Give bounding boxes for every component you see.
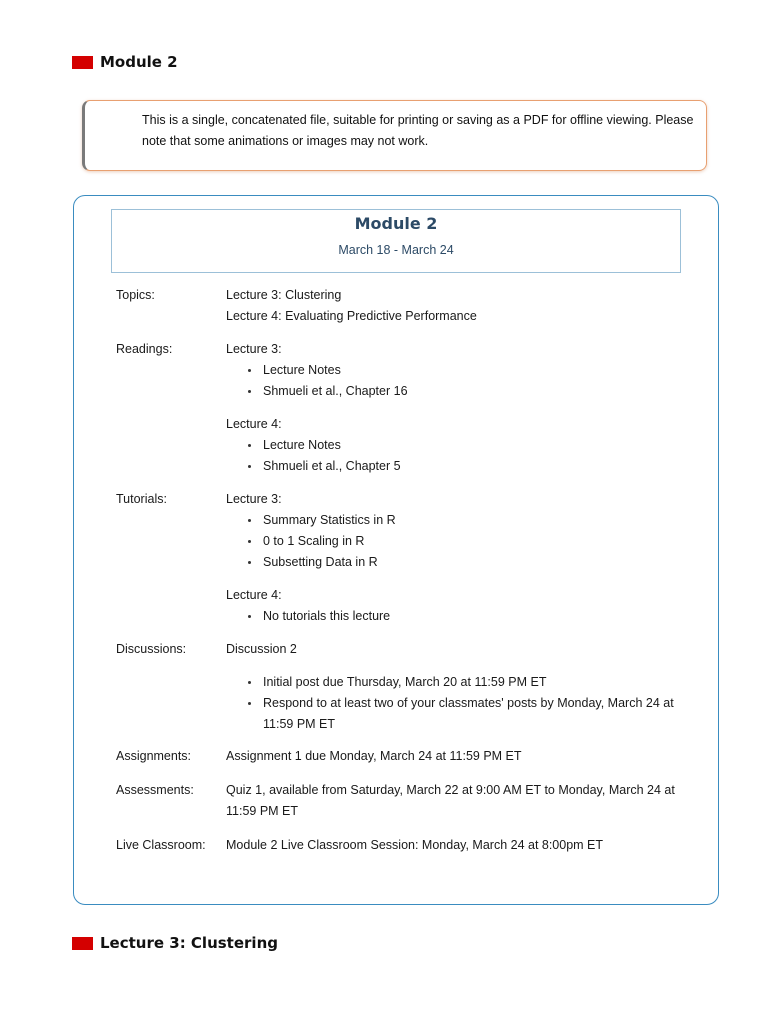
list-item (248, 435, 668, 456)
module-heading-text: Module 2 (100, 53, 178, 71)
discussion-item: Respond to at least two of your classmates' posts by Monday, March 24 at 11:59 PM ET (263, 696, 674, 731)
discussion-title[interactable]: Discussion 2 (226, 642, 297, 656)
reading-item[interactable]: Lecture Notes (263, 438, 341, 452)
list-item (248, 531, 668, 552)
module-title-box (111, 209, 681, 273)
print-note-box (82, 100, 707, 171)
module-heading (72, 53, 178, 71)
heading-marker-icon (72, 56, 93, 69)
list-item (248, 381, 668, 402)
tutorial-item[interactable]: 0 to 1 Scaling in R (263, 534, 365, 548)
list-item (248, 606, 668, 627)
discussion-item: Initial post due Thursday, March 20 at 11:59 PM ET (263, 675, 547, 689)
reading-item[interactable]: Lecture Notes (263, 363, 341, 377)
readings-label: Readings: (116, 342, 173, 356)
list-item (248, 510, 668, 531)
heading-marker-icon (72, 937, 93, 950)
live-classroom-text: Module 2 Live Classroom Session: Monday, March 24 at 8:00pm ET (226, 838, 604, 852)
lecture3-heading-text: Lecture 3: Clustering (100, 934, 278, 952)
assessment-text: Quiz 1, available from Saturday, March 22 at 9:00 AM ET to Monday, March 24 at 11:59 PM ET (226, 783, 675, 818)
topic-item: Lecture 3: Clustering (226, 288, 342, 302)
live-classroom-label: Live Classroom: (116, 838, 206, 852)
assignment-text: Assignment 1 due Monday, March 24 at 11:59 PM ET (226, 749, 522, 763)
reading-item: Shmueli et al., Chapter 16 (263, 384, 408, 398)
discussions-label: Discussions: (116, 642, 187, 656)
readings-lecture4-label: Lecture 4: (226, 417, 282, 431)
topics-label: Topics: (116, 288, 155, 302)
tutorials-lecture3-label: Lecture 3: (226, 492, 282, 506)
tutorial-item[interactable]: Subsetting Data in R (263, 555, 378, 569)
assessments-label: Assessments: (116, 783, 194, 797)
list-item (248, 360, 668, 381)
module-title: Module 2 (354, 214, 438, 233)
tutorials-lecture4-label: Lecture 4: (226, 588, 282, 602)
list-item (248, 456, 668, 477)
tutorial-item: No tutorials this lecture (263, 609, 391, 623)
print-note-text: This is a single, concatenated file, suitable for printing or saving as a PDF for offline viewing. Please note that some animations or images may not work. (142, 113, 694, 148)
list-item (248, 552, 668, 573)
topic-item: Lecture 4: Evaluating Predictive Performance (226, 309, 477, 323)
tutorials-label: Tutorials: (116, 492, 167, 506)
list-item (248, 693, 674, 735)
lecture3-heading (72, 934, 278, 952)
module-dates: March 18 - March 24 (338, 243, 454, 257)
reading-item: Shmueli et al., Chapter 5 (263, 459, 401, 473)
tutorial-item[interactable]: Summary Statistics in R (263, 513, 396, 527)
readings-lecture3-label: Lecture 3: (226, 342, 282, 356)
assignments-label: Assignments: (116, 749, 192, 763)
list-item (248, 672, 668, 693)
